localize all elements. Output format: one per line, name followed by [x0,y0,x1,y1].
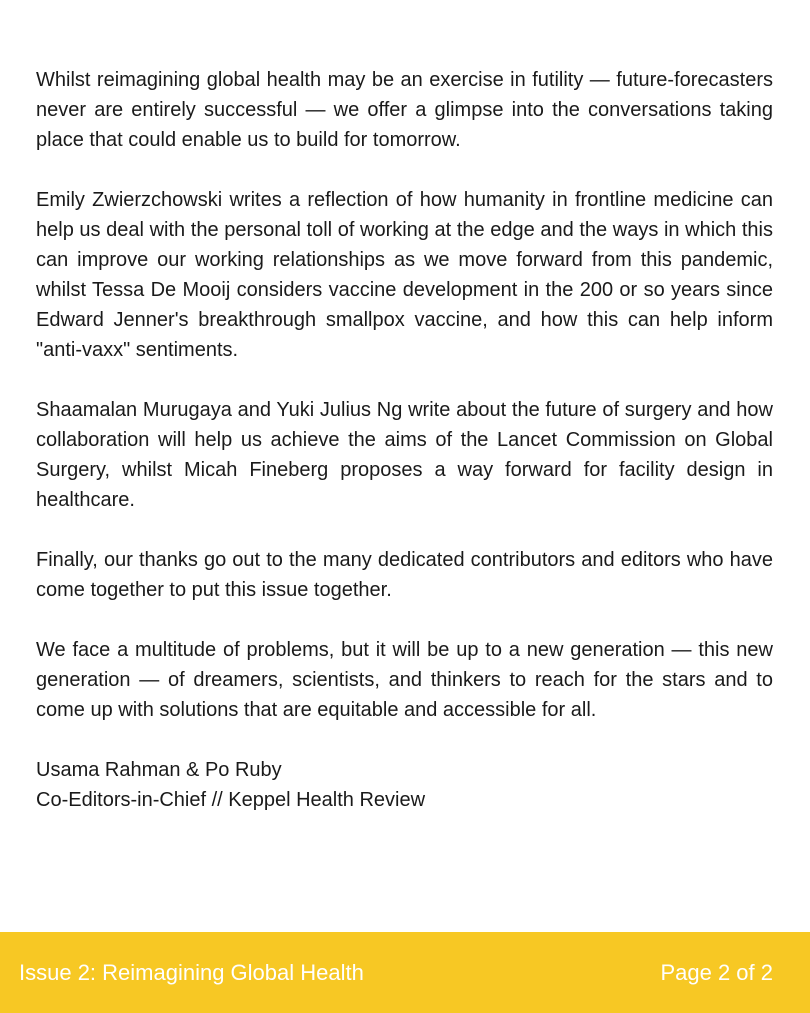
footer-page-number: Page 2 of 2 [660,960,773,985]
paragraph-zwierzchowski-de-mooij: Emily Zwierzchowski writes a reflection of how humanity in frontline medicine can help us deal with the personal toll of working at the edge and the ways in which this can improve our working relationships as we move forward from this pandemic, whilst Tessa De Mooij considers vaccine development in the 200 or so years since Edward Jenner's breakthrough smallpox vaccine, and how this can help inform "anti-vaxx" sentiments. [36,189,773,361]
page-footer [0,932,810,1013]
paragraph-intro: Whilst reimagining global health may be an exercise in futility — future-forecasters never are entirely successful — we offer a glimpse into the conversations taking place that could enable us to build for tomorrow. [36,69,773,151]
signature-block [36,755,773,815]
paragraph-closing: We face a multitude of problems, but it will be up to a new generation — this new generation — of dreamers, scientists, and thinkers to reach for the stars and to come up with solutions that are equitable and accessible for all. [36,639,773,721]
signature-role: Co-Editors-in-Chief // Keppel Health Review [36,789,426,811]
article-body [36,65,773,815]
footer-issue-title: Issue 2: Reimagining Global Health [19,960,364,985]
paragraph-thanks: Finally, our thanks go out to the many dedicated contributors and editors who have come together to put this issue together. [36,549,773,601]
signature-authors: Usama Rahman & Po Ruby [36,759,282,781]
paragraph-surgery-facility-design: Shaamalan Murugaya and Yuki Julius Ng write about the future of surgery and how collaboration will help us achieve the aims of the Lancet Commission on Global Surgery, whilst Micah Fineberg proposes a way forward for facility design in healthcare. [36,399,773,511]
